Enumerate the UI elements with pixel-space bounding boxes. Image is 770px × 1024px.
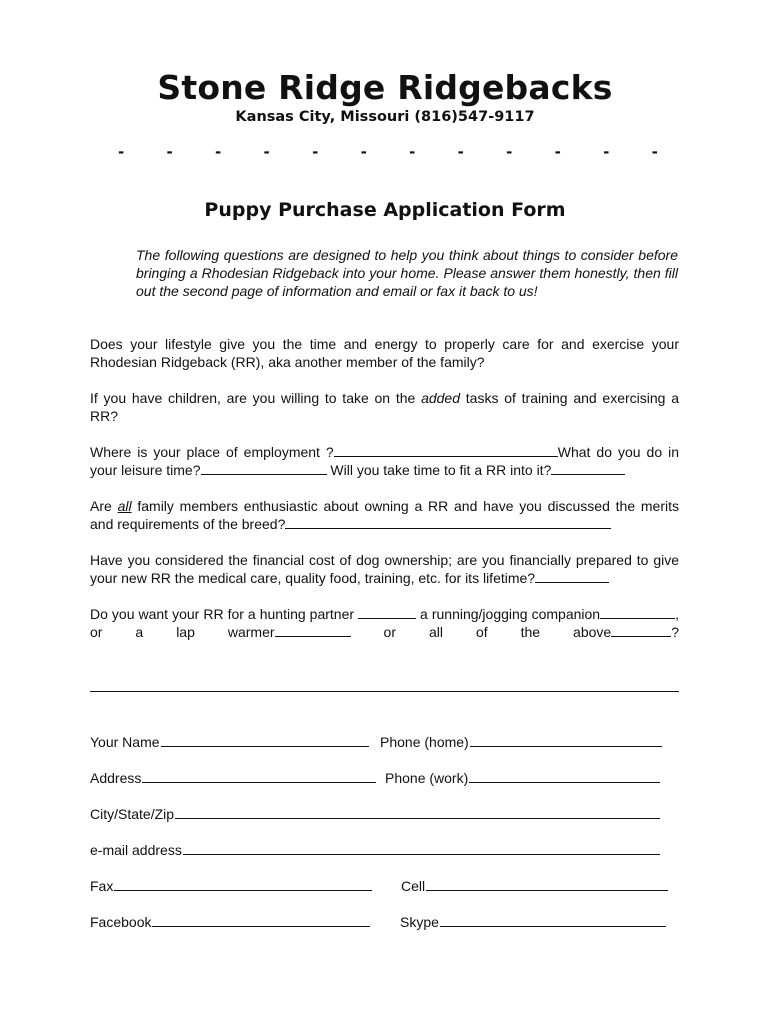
email-field[interactable] [90,840,660,859]
time-for-rr-blank[interactable] [551,461,625,475]
fax-line[interactable] [114,876,372,891]
field-label: Fax [90,878,114,894]
field-label: City/State/Zip [90,806,175,822]
field-row [90,912,680,930]
field-label: Phone (work) [385,770,469,786]
name-line[interactable] [161,732,369,747]
dash: - [651,143,658,161]
question-text: Do you want your RR for a hunting partner [90,606,359,622]
field-row [90,840,680,858]
phone-home-field[interactable] [380,732,662,751]
question-employment [90,443,679,479]
question-text: , or a lap warmer [90,606,679,640]
address-field[interactable] [90,768,376,787]
email-line[interactable] [183,840,660,855]
question-text: Will you take time to fit a RR into it? [326,462,552,478]
dash: - [603,143,610,161]
question-financial [90,551,679,587]
dash: - [118,143,125,161]
lap-warmer-blank[interactable] [275,623,351,637]
name-field[interactable] [90,732,369,751]
family-blank[interactable] [285,515,611,529]
question-family [90,497,679,533]
fax-field[interactable] [90,876,372,895]
question-text: What do you do in your leisure time? [90,444,679,478]
dash: - [263,143,270,161]
facebook-field[interactable] [90,912,370,931]
question-text: tasks of training and exercising a RR? [90,390,680,424]
dash: - [312,143,319,161]
dash: - [360,143,367,161]
field-row [90,768,680,786]
field-label: e-mail address [90,842,182,858]
hunting-blank[interactable] [358,605,416,619]
employment-blank[interactable] [334,443,558,457]
field-label: Facebook [90,914,152,930]
field-label: Skype [400,914,439,930]
phone-work-line[interactable] [469,768,660,783]
question-text: Where is your place of employment ? [90,444,334,460]
field-row [90,804,680,822]
question-children [90,389,679,425]
question-text: ? [671,624,679,640]
jogging-blank[interactable] [600,605,675,619]
question-purpose [90,605,679,641]
emphasis: added [421,390,461,406]
financial-blank[interactable] [535,569,609,583]
intro-paragraph: The following questions are designed to help you think about things to consider before bringing a Rhodesian Ridgeback into your home. Please answer them honestly, then fill out the second page of information and email or fax it back to us! [136,247,678,299]
field-label: Phone (home) [380,734,469,750]
field-label: Cell [401,878,426,894]
all-above-blank[interactable] [611,623,671,637]
address-line[interactable] [142,768,376,783]
facebook-line[interactable] [152,912,370,927]
question-text: or all of the above [350,624,612,640]
form-title: Puppy Purchase Application Form [204,199,566,221]
cell-line[interactable] [426,876,668,891]
dash: - [166,143,173,161]
field-label: Your Name [90,734,160,750]
question-text: Have you considered the financial cost of dog ownership; are you financially prepared to give your new RR the medical care, quality food, training, etc. for its lifetime? [90,552,679,586]
emphasis: all [117,498,132,514]
dash: - [215,143,222,161]
question-text: family members enthusiastic about owning a RR and have you discussed the merits and requirements of the breed? [90,498,679,532]
field-row [90,732,680,750]
city-state-zip-field[interactable] [90,804,660,823]
phone-home-line[interactable] [470,732,662,747]
dash: - [506,143,513,161]
question-text: If you have children, are you willing to take on the [90,390,422,406]
page-title: Stone Ridge Ridgebacks [157,68,613,107]
skype-field[interactable] [400,912,666,931]
cell-field[interactable] [401,876,668,895]
field-row [90,876,680,894]
dash: - [554,143,561,161]
dash: - [457,143,464,161]
question-text: a running/jogging companion [416,606,601,622]
field-label: Address [90,770,142,786]
phone-work-field[interactable] [385,768,660,787]
leisure-blank[interactable] [201,461,327,475]
dash-divider [118,143,658,161]
city-state-zip-line[interactable] [175,804,660,819]
question-lifestyle: Does your lifestyle give you the time and energy to properly care for and exercise your Rhodesian Ridgeback (RR), aka another member of the family? [90,336,679,370]
skype-line[interactable] [440,912,666,927]
question-text: Are [90,498,118,514]
kennel-contact: Kansas City, Missouri (816)547-9117 [235,109,535,125]
section-divider [90,691,679,692]
dash: - [409,143,416,161]
